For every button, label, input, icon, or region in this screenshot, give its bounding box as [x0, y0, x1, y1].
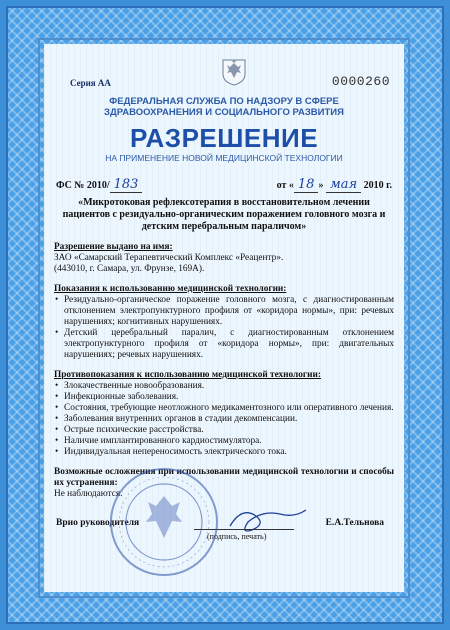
list-item: • Состояния, требующие неотложного медикаментозного или оперативного лечения.: [54, 403, 394, 414]
list-item: • Острые психические расстройства.: [54, 425, 394, 436]
contraindications-list: [54, 381, 394, 458]
signature-hint: (подпись, печать): [207, 532, 267, 541]
contraindications-section: [54, 370, 394, 458]
document-subtitle: НА ПРИМЕНЕНИЕ НОВОЙ МЕДИЦИНСКОЙ ТЕХНОЛОГИИ: [105, 153, 343, 163]
indications-list: [54, 295, 394, 361]
signer-name: Е.А.Тельнова: [325, 518, 384, 528]
registration-number: [56, 177, 142, 192]
technology-title: «Микротоковая рефлексотерапия в восстановительном лечении пациентов с резидуально-органическим поражением головного мозга и детским перебральным параличом»: [62, 197, 386, 232]
list-item: • Заболевания внутренних органов в стадии декомпенсации.: [54, 414, 394, 425]
date-year: 2010 г.: [363, 180, 392, 191]
document-body: [44, 44, 404, 592]
handwritten-day: 18: [294, 177, 319, 193]
issued-line-1: ЗАО «Самарский Терапевтический Комплекс «Реацентр».: [54, 253, 284, 263]
signature-row: [54, 510, 394, 550]
contraindications-heading: Противопоказания к использованию медицинской технологии:: [54, 370, 321, 380]
list-item: • Индивидуальная непереносимость электрического тока.: [54, 447, 394, 458]
indications-section: [54, 284, 394, 361]
registration-row: [54, 173, 394, 195]
agency-line-1: ФЕДЕРАЛЬНАЯ СЛУЖБА ПО НАДЗОРУ В СФЕРЕ: [109, 96, 339, 107]
document-number: 0000260: [331, 74, 390, 89]
handwritten-number: 183: [110, 177, 143, 193]
series-text: Серия АА: [70, 78, 111, 88]
complications-section: [54, 467, 394, 500]
agency-line-2: ЗДРАВООХРАНЕНИЯ И СОЦИАЛЬНОГО РАЗВИТИЯ: [104, 107, 344, 118]
issued-line-2: (443010, г. Самара, ул. Фрунзе, 169А).: [54, 264, 205, 274]
list-item: • Наличие имплантированного кардиостимулятора.: [54, 436, 394, 447]
date-mid: »: [318, 180, 324, 191]
document-title: РАЗРЕШЕНИЕ: [129, 123, 319, 153]
list-item: • Инфекционные заболевания.: [54, 392, 394, 403]
handwritten-month: мая: [326, 177, 361, 193]
date-prefix: от «: [276, 180, 294, 191]
header-row: [54, 50, 394, 94]
list-item: • Резидуально-органическое поражение головного мозга, с диагностированным отклонением электропунктурного профиля от «коридора нормы», при: речевых нарушениях; когнитивных нарушениях.: [54, 295, 394, 328]
list-item: • Детский церебральный паралич, с диагностированным отклонением электропунктурного профиля от «коридора нормы», при: двигательных нарушениях; речевых нарушениях.: [54, 328, 394, 361]
issued-heading: Разрешение выдано на имя:: [54, 242, 173, 252]
agency-name: [54, 96, 394, 118]
coat-of-arms-icon: [220, 56, 248, 86]
issued-section: [54, 242, 394, 275]
official-seal: [108, 466, 220, 578]
complications-heading: Возможные осложнения при использовании медицинской технологии и способы их устранения:: [54, 467, 394, 488]
registration-prefix: ФС № 2010/: [56, 180, 110, 191]
indications-heading: Показания к использованию медицинской технологии:: [54, 284, 287, 294]
series-label: [70, 78, 111, 88]
list-item: • Злокачественные новообразования.: [54, 381, 394, 392]
complications-text: Не наблюдаются.: [54, 489, 123, 499]
registration-date: [277, 177, 392, 192]
signer-role: Врио руководителя: [56, 518, 140, 528]
